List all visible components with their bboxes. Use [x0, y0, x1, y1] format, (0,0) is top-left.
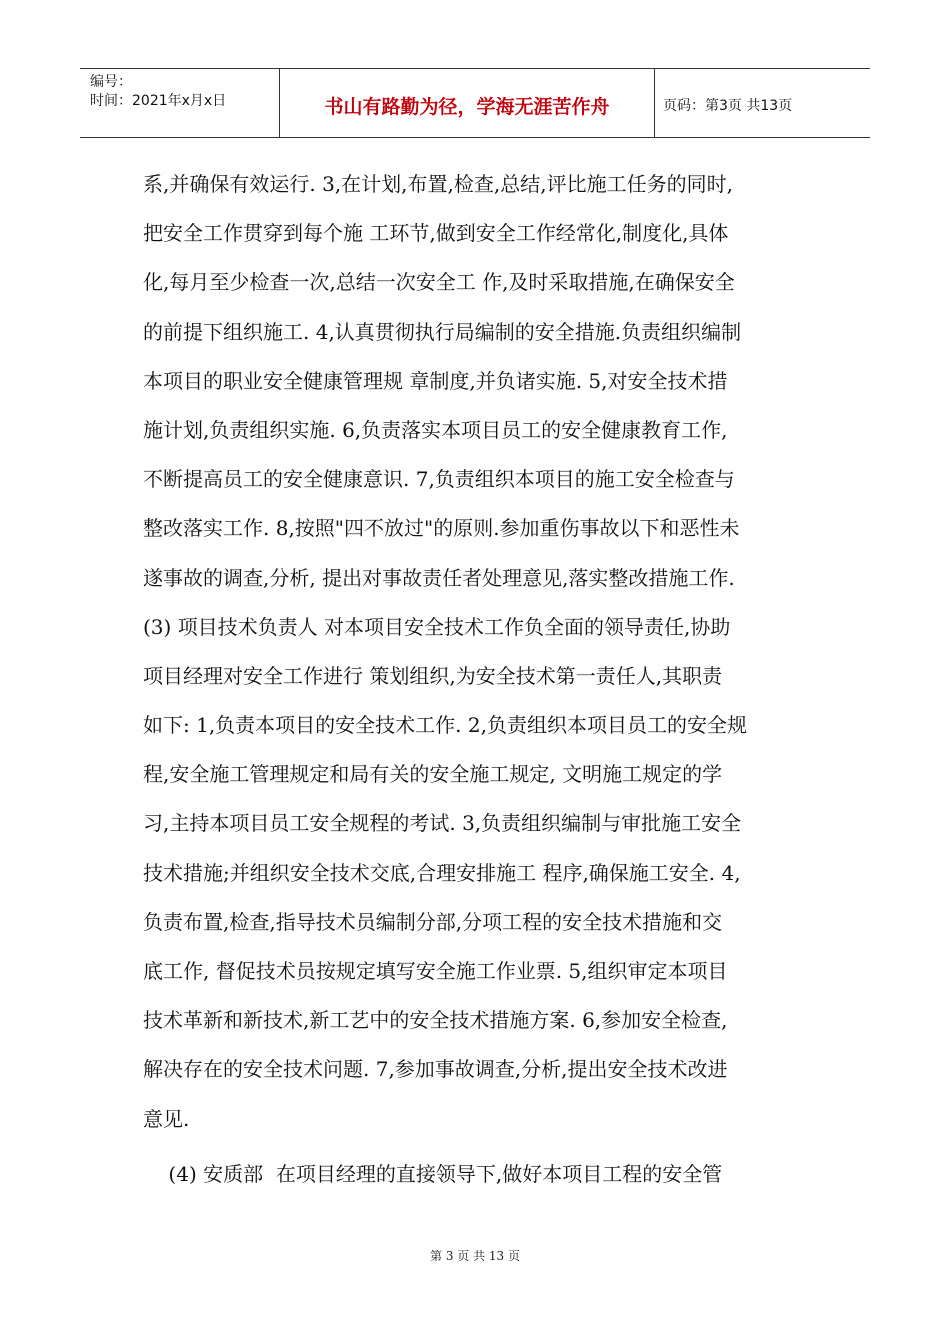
body-line: 意见.: [143, 1106, 190, 1131]
body-line: 技术革新和新技术,新工艺中的安全技术措施方案. 6,参加安全检查,: [143, 1008, 728, 1033]
body-line: 项目经理对安全工作进行 策划组织,为安全技术第一责任人,其职责: [143, 663, 723, 688]
document-date-label: 时间：2021年x月x日: [90, 93, 227, 109]
header-page-code: 页码：第3页 共13页: [663, 98, 793, 114]
body-line: 本项目的职业安全健康管理规 章制度,并负诸实施. 5,对安全技术措: [143, 368, 728, 393]
document-number-label: 编号：: [90, 74, 132, 90]
body-line: 遂事故的调查,分析, 提出对事故责任者处理意见,落实整改措施工作.: [143, 565, 735, 590]
body-line: 系,并确保有效运行. 3,在计划,布置,检查,总结,评比施工任务的同时,: [143, 172, 733, 196]
document-body: [143, 160, 813, 1199]
body-line: 不断提高员工的安全健康意识. 7,负责组织本项目的施工安全检查与: [143, 467, 735, 492]
body-line: 整改落实工作. 8,按照"四不放过"的原则.参加重伤事故以下和恶性未: [143, 516, 740, 541]
body-line: 习,主持本项目员工安全规程的考试. 3,负责组织编制与审批施工安全: [143, 811, 742, 836]
body-line: 负责布置,检查,指导技术员编制分部,分项工程的安全技术措施和交: [143, 909, 723, 934]
body-line: 如下: 1,负责本项目的安全技术工作. 2,负责组织本项目员工的安全规: [143, 713, 747, 738]
body-line: 化,每月至少检查一次,总结一次安全工 作,及时采取措施,在确保安全: [143, 270, 735, 295]
body-line: (3) 项目技术负责人 对本项目安全技术工作负全面的领导责任,协助: [143, 614, 731, 639]
header-meta: [80, 69, 280, 137]
body-line: 底工作, 督促技术员按规定填写安全施工作业票. 5,组织审定本项目: [143, 959, 728, 983]
body-line: 把安全工作贯穿到每个施 工环节,做到安全工作经常化,制度化,具体: [143, 221, 729, 246]
body-line: 施计划,负责组织实施. 6,负责落实本项目员工的安全健康教育工作,: [143, 417, 728, 442]
body-line: 程,安全施工管理规定和局有关的安全施工规定, 文明施工规定的学: [143, 762, 723, 787]
body-line: 的前提下组织施工. 4,认真贯彻执行局编制的安全措施.负责组织编制: [143, 319, 742, 344]
body-line: 技术措施;并组织安全技术交底,合理安排施工 程序,确保施工安全. 4,: [143, 860, 741, 885]
paragraph-line: (4) 安质部 在项目经理的直接领导下,做好本项目工程的安全管: [143, 1161, 723, 1186]
body-line: 解决存在的安全技术问题. 7,参加事故调查,分析,提出安全技术改进: [143, 1057, 728, 1082]
page-footer: 第 3 页 共 13 页: [430, 1249, 520, 1263]
page-header: [80, 68, 870, 138]
header-motto: 书山有路勤为径，学海无涯苦作舟: [280, 69, 655, 137]
